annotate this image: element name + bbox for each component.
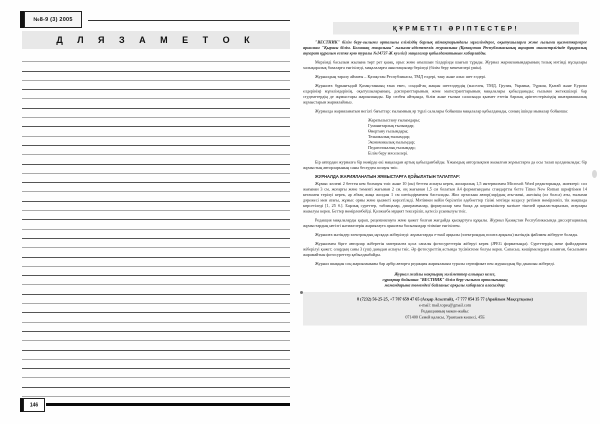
ruled-lines (22, 53, 290, 397)
paragraph: Журналға бұрынғыдай Қазақстанның ғана емес, сондай-ақ жақын шетелдердің (мәселен, ТМД, Грузия, Украина, Түркия, Қытай және Еуропа елдерінің) мұғалімдерінің, оқытушыларының, докторанттарының және магистранттарының мақалалары қабылданады; ғылыми жетекшілері бар студенттердің де жұмыстары жарияланады. Бір сөзбен айтқанда, білім және ғылым саласында қызмет ететін барлық әріптестеріміздің шығармашылық жұмыстарын жариялаймыз. (303, 83, 587, 105)
ruled-line (22, 174, 290, 183)
footer-rule (46, 403, 290, 406)
requirements-heading: ЖУРНАЛДА ЖАРИЯЛАНАТЫН ЖҰМЫСТАРҒА ҚОЙЫЛАТЫН ТАЛАПТАР: (315, 174, 460, 179)
ruled-line (22, 211, 290, 220)
scan-speck (300, 291, 303, 294)
ruled-line (22, 220, 290, 229)
ruled-line (22, 202, 290, 211)
science-fields-list (368, 118, 587, 157)
closing-line: Журнал жайлы нақтырақ мәліметтер алғыңыз келсе, (394, 272, 496, 277)
contact-box (303, 292, 587, 326)
list-item: Техникалық ғылымдар; (368, 134, 410, 139)
ruled-line (22, 351, 290, 360)
ruled-line (22, 72, 290, 81)
ruled-line (22, 146, 290, 155)
ruled-line (22, 165, 290, 174)
ruled-line (22, 239, 290, 248)
list-item: Білім беру мәселелері. (368, 151, 409, 156)
notes-title-band (22, 31, 290, 49)
ruled-line (22, 341, 290, 350)
ruled-line (22, 313, 290, 322)
ruled-line (22, 369, 290, 378)
ruled-line (22, 332, 290, 341)
ruled-line (22, 323, 290, 332)
contact-email-line: e-mail: mail.topsu@gmail.com (418, 303, 472, 308)
list-item: Гуманитарлық ғылымдар; (368, 123, 415, 128)
ruled-line (22, 304, 290, 313)
requirements-paragraph: Журналға мәтіндер электрондық нұсқада жіберіледі: жұмыстарды e-mail арқылы (электрондық пошта арқылы) мәтіндік файлмен жіберуге болады. (315, 232, 579, 237)
issue-badge-label: №8-9 (3) 2005 (33, 16, 73, 23)
ruled-line (22, 90, 290, 99)
ruled-line (22, 109, 290, 118)
ruled-line (22, 248, 290, 257)
contact-address-line: 071400 Семей қаласы, Уранхаев көшесі, 45Б (405, 315, 485, 320)
requirements-paragraph: Журнал шыққан соң жарияланымы бар әрбір авторға редакция жарияланым туралы сертификат пен журналдың бір данасын жібереді. (315, 261, 555, 266)
ruled-line (22, 137, 290, 146)
ruled-line (22, 155, 290, 164)
contact-phone-line: 8 (7232) 56-25-25, +7 707 659 47 65 (Асқар Асылтай), +7 777 854 35 77 (Арайлым Мақсұтқызы) (357, 297, 533, 302)
ruled-line (22, 99, 290, 108)
ruled-line (22, 53, 290, 62)
ruled-line (22, 127, 290, 136)
right-page (303, 22, 587, 416)
header-rule (88, 20, 290, 21)
page-number: 146 (29, 402, 39, 408)
notes-title: Д Л Я З А М Е Т О К (56, 35, 256, 45)
ruled-line (22, 360, 290, 369)
list-item: Педагогикалық ғылымдар; (368, 145, 416, 150)
right-page-text (303, 22, 587, 326)
issue-badge (24, 11, 82, 28)
ruled-line (22, 81, 290, 90)
closing-line: мамандарына төмендегі байланыс арқылы хабарласа аласыздар: (384, 283, 506, 288)
requirements-paragraph: Редакция мақалаларды қарап, рецензиялауға және қажет болған жағдайда қысқартуға құқылы. Журнал Қазақстан Республикасында диссертациялық жұмыстардың негізгі нәтижелерін жариялауға арналған басылымдар тізіміне енгізілген. (303, 218, 587, 228)
ruled-line (22, 118, 290, 127)
ruled-line (22, 276, 290, 285)
ruled-line (22, 267, 290, 276)
paragraph: Бір автордан журналға бір нөмірде екі мақаладан артық қабылданбайды. Ұжымдық авторлықпен жазылған жұмыстарға да осы талап қолданылады; бір жұмыстың авторларының саны бесеуден аспауы тиіс. (303, 160, 587, 170)
ruled-line (22, 388, 290, 397)
scan-smudge (592, 170, 597, 178)
greeting-title: ҚҰРМЕТТІ ӘРІПТЕСТЕР! (333, 22, 579, 35)
contact-address-label: Редакцияның мекен-жайы: (421, 309, 469, 314)
ruled-line (22, 192, 290, 201)
requirements-paragraph: Жұмыс көлемі 2 беттен кем болмауы тиіс және 10 (он) беттен аспауы керек, жоларалық 1,5 интервалмен Microsoft Word редакторында, жиектері: сол жағынан 3 см, жоғарғы және төменгі жағынан 2 см, оң жағынан 1,5 см болатын А4 форматындағы стандартты бетте Times New Roman шрифтімен 14 кегльмен терілуі керек, әр абзац жаңа жолдан 1 см шегіндірмемен басталады. Жол ортасына автор(лар)дың аты-жөні, әкесінің (ол болса) аты, ғылыми дәрежесі мен атағы, жұмыс орны және қызметі көрсетіледі. Мәтіннен кейін берілетін әдебиеттер тізімі мәтінде кездесу ретімен нөмірленіп, тік жақшада көрсетіледі [1, 25 б.]. Барлық суреттер, таблицалар, диаграммалар, формулалар мен басқа да көрнекіліктер мәтінге тікелей орналастырылып, атаулары жазылуы керек. Беттер нөмірленбейді. Қолжазба мұқият тексеріліп, қатесіз ұсынылуы тиіс. (303, 181, 587, 214)
list-item: Жаратылыстану ғылымдары; (368, 118, 421, 123)
paragraph: Журналда жарияланатын негізгі бағыттар: ғылымның әр түрлі салалары бойынша мақалалар қабылданады, соның ішінде мыналар бойынша: (315, 109, 568, 114)
paragraph: Мерзімді басылым жылына төрт рет қазақ, орыс және ағылшын тілдерінде шығып тұрады. Журнал жарияланымдарының толық мәтінді нұсқалары халықаралық базаларға енгізіледі, мақалаларға аннотациялар беріледі (білім беру мекемелері үшін). (303, 60, 587, 70)
ruled-line (22, 258, 290, 267)
ruled-line (22, 285, 290, 294)
paragraph: Журналдың таралу аймағы – Қазақстан Республикасы, ТМД елдері, таяу және алыс шет елдері. (315, 74, 486, 79)
list-item: Өнертану ғылымдары; (368, 129, 409, 134)
list-item: Экономикалық ғылымдар; (368, 140, 416, 145)
closing-note (303, 272, 587, 289)
ruled-line (22, 183, 290, 192)
requirements-paragraph: Журналмен бірге авторлар жіберетін материалға қоса сапалы фотосуреттерін жіберуі керек (JPEG форматында). Суреттердің жеке файлдармен жіберілуі қажет; олардың саны 3 (үш) данадан аспауы тиіс. Әр фотосуреттің астында түсініктеме болуы керек. Сапасыз, көшірмелерден алынған, басылымға жарамайтын фотосуреттер қабылданбайды. (303, 241, 587, 257)
ruled-line (22, 62, 290, 71)
lead-paragraph: "ВЕСТНИК" білім беру-ғылыми орталығы еліміздің барлық аймақтарындағы мұғалімдерге, оқытушыларға және ғылыми қызметкерлерге арналған "Қырағы білім. Болашақ жаңалығы" ғылыми-әдістемелік журналына (Қазақстан Республикасының ақпарат министрлігінде бұқаралық ақпарат құралын есепке қою туралы №14737-Ж куәлігі) мақалалар қабылданатынын хабарлайды. (303, 40, 587, 56)
ruled-line (22, 295, 290, 304)
page-number-box (23, 398, 45, 412)
ruled-line (22, 230, 290, 239)
ruled-line (22, 378, 290, 387)
closing-line: сұрақтар бойынша "ВЕСТНИК" білім беру-ғылыми орталығының (382, 277, 508, 282)
